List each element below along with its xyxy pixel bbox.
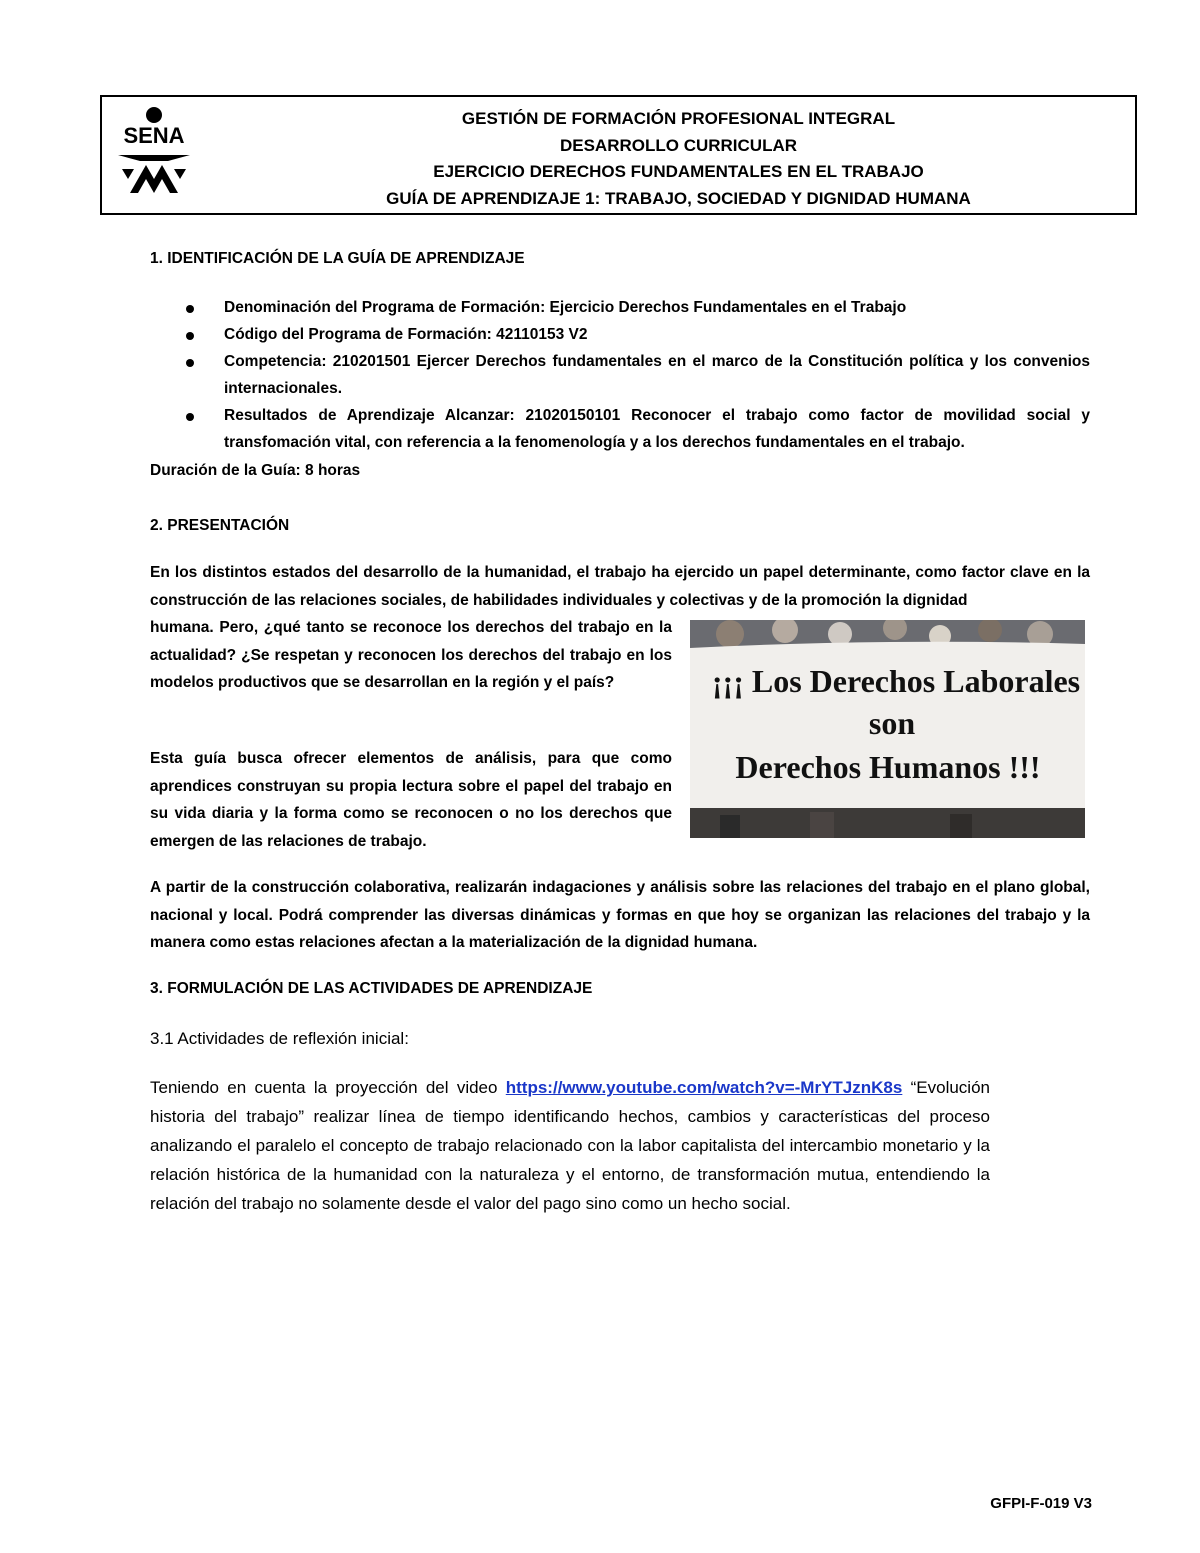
presentation-paragraph-3: A partir de la construcción colaborativa, realizarán indagaciones y análisis sobre las relaciones del trabajo en el plano global, nacional y local. Podrá comprender las diversas dinámicas y formas en que hoy se organizan las relaciones del trabajo y la manera como estas relaciones afectan a la materialización de la dignidad humana. — [150, 879, 1090, 951]
video-link[interactable]: https://www.youtube.com/watch?v=-MrYTJznK8s — [505, 1078, 903, 1097]
section3-title: 3. FORMULACIÓN DE LAS ACTIVIDADES DE APRENDIZAJE — [150, 980, 593, 997]
banner-line-2: son — [868, 705, 916, 741]
header-guide: GUÍA DE APRENDIZAJE 1: TRABAJO, SOCIEDAD Y DIGNIDAD HUMANA — [386, 188, 971, 208]
header-subtitle: DESARROLLO CURRICULAR — [559, 135, 798, 155]
bullet-icon — [186, 332, 194, 340]
header-title: GESTIÓN DE FORMACIÓN PROFESIONAL INTEGRAL — [461, 109, 896, 128]
section3-subtitle: 3.1 Actividades de reflexión inicial: — [150, 1029, 409, 1048]
section2-title: 2. PRESENTACIÓN — [150, 517, 290, 534]
list-item: Resultados de Aprendizaje Alcanzar: 21020150101 Reconocer el trabajo como factor de movilidad social y transfomación vital, con referencia a la fenomenología y a los derechos fundamentales en el trabajo. — [150, 402, 1090, 456]
presentation-paragraph-2: Esta guía busca ofrecer elementos de análisis, para que como aprendices construyan su propia lectura sobre el papel del trabajo en su vida diaria y la forma como se reconocen o no los derechos que emergen de las relaciones de trabajo. — [150, 750, 672, 850]
guide-duration: Duración de la Guía: 8 horas — [150, 462, 361, 479]
document-code: GFPI-F-019 V3 — [990, 1495, 1092, 1512]
list-item: Código del Programa de Formación: 42110153 V2 — [150, 321, 1090, 348]
section1-title: 1. IDENTIFICACIÓN DE LA GUÍA DE APRENDIZAJE — [150, 250, 525, 267]
list-item: Denominación del Programa de Formación: Ejercicio Derechos Fundamentales en el Trabajo — [150, 294, 1090, 321]
header-program: EJERCICIO DERECHOS FUNDAMENTALES EN EL TRABAJO — [433, 162, 924, 181]
svg-text:SENA: SENA — [123, 123, 185, 148]
presentation-paragraph-1: En los distintos estados del desarrollo de la humanidad, el trabajo ha ejercido un papel determinante, como factor clave en la construcción de las relaciones sociales, de habilidades individuales y colectivas y de la promoción la dignidad — [150, 564, 1090, 609]
document-header — [100, 95, 1137, 215]
bullet-icon — [186, 359, 194, 367]
bullet-icon — [186, 305, 194, 313]
identification-list — [150, 294, 1090, 456]
presentation-paragraph-1-cont: humana. Pero, ¿qué tanto se reconoce los derechos del trabajo en la actualidad? ¿Se respetan y reconocen los derechos del trabajo en los modelos productivos que se desarrollan en la región y el país? — [150, 619, 672, 691]
banner-line-3: Derechos Humanos !!! — [735, 749, 1041, 785]
list-item: Competencia: 210201501 Ejercer Derechos fundamentales en el marco de la Constitución política y los convenios internacionales. — [150, 348, 1090, 402]
banner-line-1: ¡¡¡ Los Derechos Laborales — [711, 663, 1081, 699]
sena-logo — [108, 103, 200, 195]
bullet-icon — [186, 413, 194, 421]
protest-banner-image — [690, 620, 1085, 838]
activity-paragraph: Teniendo en cuenta la proyección del video https://www.youtube.com/watch?v=-MrYTJznK8s “Evolución historia del trabajo” realizar línea de tiempo identificando hechos, cambios y características del proceso analizando el paralelo el concepto de trabajo relacionado con la labor capitalista del intercambio monetario y la relación histórica de la humanidad con la naturaleza y el entorno, de transformación mutua, entendiendo la relación del trabajo no solamente desde el valor del pago sino como un hecho social. — [150, 1078, 990, 1213]
